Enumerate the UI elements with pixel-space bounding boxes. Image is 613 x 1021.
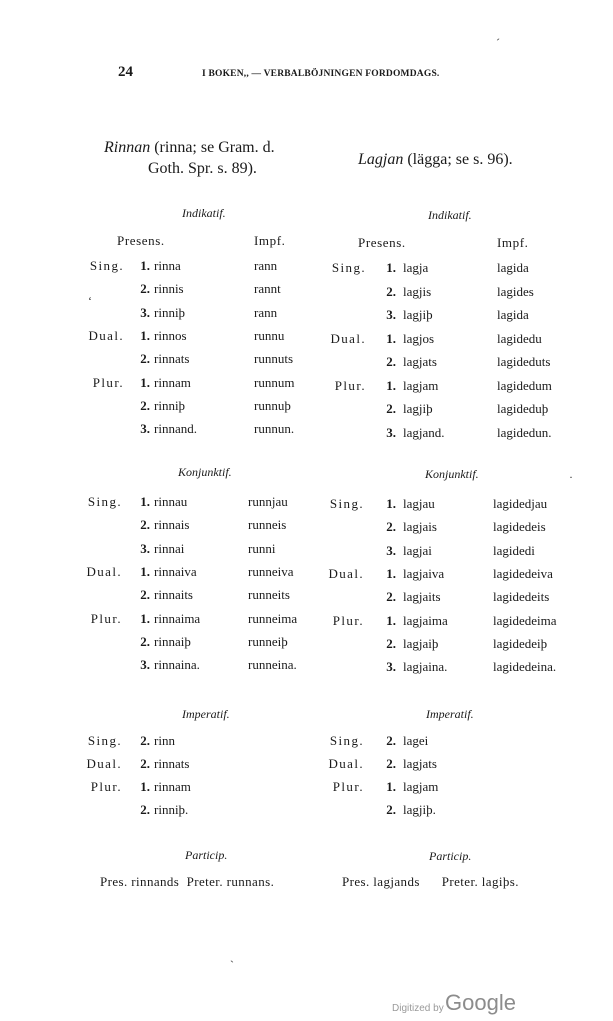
left-particip-heading: Particip. [185, 848, 228, 862]
running-title: I BOKEN,, — VERBALBÖJNINGEN FORDOMDAGS. [202, 69, 440, 79]
right-row-number: 1. [386, 260, 396, 275]
left-present-form: rinnaiva [154, 564, 197, 579]
left-title-line2: Goth. Spr. s. 89). [148, 160, 257, 177]
right-konjunktif-heading: Konjunktif. [425, 467, 479, 481]
left-row-number: 1. [140, 328, 150, 343]
right-present-form: lagjiþ [403, 307, 433, 322]
left-row-label: Plur. [92, 375, 124, 390]
right-present-form: lagjais [403, 519, 437, 534]
right-row-number: 2. [386, 589, 396, 604]
left-row-number: 2. [140, 517, 150, 532]
left-present-form: rinnais [154, 517, 190, 532]
left-part-pres-label: Pres. [100, 874, 128, 889]
right-imperfect-form: lagidedjau [493, 496, 548, 511]
left-imperfect-form: runneits [248, 587, 290, 602]
left-row-number: 2. [140, 351, 150, 366]
right-row-number: 2. [386, 284, 396, 299]
page-number: 24 [118, 64, 133, 80]
left-present-form: rinnam [154, 779, 191, 794]
right-present-form: lagjau [403, 496, 435, 511]
right-particip-heading: Particip. [429, 849, 472, 863]
left-row-number: 3. [140, 657, 150, 672]
right-row-label: Sing. [329, 733, 364, 748]
right-imperfect-form: lagidedeis [493, 519, 546, 534]
left-row-number: 3. [140, 305, 150, 320]
right-row-number: 2. [386, 636, 396, 651]
left-present-form: rinniþ [154, 305, 186, 320]
right-row-label: Sing. [329, 496, 364, 511]
left-row-number: 1. [140, 779, 150, 794]
left-present-form: rinnaits [154, 587, 193, 602]
right-imperfect-form: lagideduts [497, 354, 551, 369]
left-row-number: 1. [140, 258, 150, 273]
right-title-rest: (lägga; se s. 96). [407, 151, 513, 168]
left-imperfect-form: runneiva [248, 564, 294, 579]
left-imperfect-form: rann [254, 258, 278, 273]
right-row-number: 1. [386, 566, 396, 581]
right-imperfect-form: lagidedeiva [493, 566, 553, 581]
left-row-label: Sing. [89, 258, 124, 273]
right-row-number: 2. [386, 756, 396, 771]
right-row-number: 1. [386, 331, 396, 346]
right-row-number: 1. [386, 496, 396, 511]
left-presens-heading: Presens. [117, 233, 165, 248]
left-present-form: rinnaiþ [154, 634, 191, 649]
right-row-number: 2. [386, 519, 396, 534]
left-row-label: Plur. [90, 779, 122, 794]
stray-mark: · [569, 470, 573, 484]
left-present-form: rinnats [154, 756, 190, 771]
right-imperfect-form: lagidedeiþ [493, 636, 548, 651]
right-row-number: 3. [386, 425, 396, 440]
left-indikatif-heading: Indikatif. [182, 206, 226, 220]
left-impf-heading: Impf. [254, 233, 286, 248]
right-row-number: 2. [386, 733, 396, 748]
right-row-label: Plur. [334, 378, 366, 393]
left-konjunktif-heading: Konjunktif. [178, 465, 232, 479]
left-present-form: rinniþ [154, 398, 186, 413]
right-imperfect-form: lagidedeima [493, 613, 557, 628]
left-imperfect-form: runnuþ [254, 398, 291, 413]
left-row-number: 3. [140, 541, 150, 556]
right-present-form: lagjaits [403, 589, 441, 604]
left-row-number: 2. [140, 634, 150, 649]
right-indikatif-heading: Indikatif. [428, 208, 472, 222]
left-imperfect-form: runnun. [254, 421, 295, 436]
left-present-form: rinnau [154, 494, 188, 509]
right-part-pres-label: Pres. [342, 874, 370, 889]
right-title [358, 149, 513, 170]
left-imperfect-form: rann [254, 305, 278, 320]
right-impf-heading: Impf. [497, 235, 529, 250]
left-row-label: Sing. [87, 494, 122, 509]
left-imperfect-form: runni [248, 541, 276, 556]
right-presens-heading: Presens. [358, 235, 406, 250]
left-present-form: rinnand. [154, 421, 197, 436]
left-imperatif-heading: Imperatif. [182, 707, 230, 721]
left-imperfect-form: runneiþ [248, 634, 288, 649]
right-present-form: lagjis [403, 284, 432, 299]
left-row-number: 1. [140, 611, 150, 626]
left-row-number: 3. [140, 421, 150, 436]
left-present-form: rinnis [154, 281, 184, 296]
left-present-form: rinnaima [154, 611, 201, 626]
left-row-number: 2. [140, 756, 150, 771]
left-present-form: rinnam [154, 375, 191, 390]
left-imperfect-form: runneis [248, 517, 287, 532]
right-row-number: 2. [386, 354, 396, 369]
left-present-form: rinnats [154, 351, 190, 366]
left-row-label: Sing. [87, 733, 122, 748]
right-present-form: lagjand. [403, 425, 445, 440]
right-present-form: lagjaina. [403, 659, 448, 674]
google-logo: Google [445, 990, 516, 1015]
right-present-form: lagjiþ. [403, 802, 436, 817]
right-row-label: Dual. [328, 756, 364, 771]
left-row-label: Dual. [88, 328, 124, 343]
right-imperfect-form: lagidedum [497, 378, 552, 393]
right-row-number: 2. [386, 401, 396, 416]
right-row-number: 1. [386, 779, 396, 794]
left-present-form: rinnos [154, 328, 187, 343]
right-present-form: lagjiþ [403, 401, 433, 416]
stray-mark: ˊ [496, 36, 500, 50]
right-row-number: 3. [386, 307, 396, 322]
left-imperfect-form: runnum [254, 375, 295, 390]
right-part-pret-label: Preter. [441, 874, 479, 889]
right-imperfect-form: lagidedun. [497, 425, 552, 440]
left-title-line1 [104, 137, 275, 158]
right-present-form: lagjam [403, 779, 439, 794]
right-row-label: Dual. [330, 331, 366, 346]
right-present-form: lagjam [403, 378, 439, 393]
right-part-pres-form: lagjands [373, 874, 420, 889]
left-imperfect-form: runneina. [248, 657, 297, 672]
right-imperfect-form: lagidedeina. [493, 659, 557, 674]
right-present-form: lagjos [403, 331, 435, 346]
right-row-label: Dual. [328, 566, 364, 581]
left-present-form: rinn [154, 733, 175, 748]
right-imperatif-heading: Imperatif. [426, 707, 474, 721]
right-present-form: lagjaima [403, 613, 448, 628]
right-present-form: lagjats [403, 354, 437, 369]
right-present-form: lagei [403, 733, 429, 748]
right-row-number: 3. [386, 659, 396, 674]
right-title-word: Lagjan [358, 151, 404, 168]
right-row-number: 1. [386, 613, 396, 628]
left-row-label: Dual. [86, 756, 122, 771]
right-present-form: lagjats [403, 756, 437, 771]
left-present-form: rinniþ. [154, 802, 189, 817]
right-present-form: lagjai [403, 543, 432, 558]
left-part-pret-label: Preter. [186, 874, 223, 889]
left-present-form: rinna [154, 258, 181, 273]
left-imperfect-form: runnu [254, 328, 285, 343]
right-imperfect-form: lagida [497, 260, 529, 275]
right-row-label: Sing. [331, 260, 366, 275]
right-imperfect-form: lagidedu [497, 331, 542, 346]
left-row-number: 2. [140, 281, 150, 296]
right-row-number: 1. [386, 378, 396, 393]
left-row-number: 2. [140, 587, 150, 602]
right-row-label: Plur. [332, 613, 364, 628]
stray-mark: ʻ [88, 294, 92, 308]
left-imperfect-form: runnuts [254, 351, 293, 366]
right-row-number: 3. [386, 543, 396, 558]
left-imperfect-form: rannt [254, 281, 281, 296]
right-imperfect-form: lagides [497, 284, 534, 299]
right-imperfect-form: lagidedi [493, 543, 535, 558]
left-present-form: rinnai [154, 541, 185, 556]
left-row-number: 2. [140, 802, 150, 817]
left-row-number: 1. [140, 375, 150, 390]
stray-mark: ˎ [230, 949, 234, 963]
left-row-number: 2. [140, 398, 150, 413]
right-row-label: Plur. [332, 779, 364, 794]
right-present-form: lagjaiþ [403, 636, 439, 651]
left-imperfect-form: runneima [248, 611, 298, 626]
left-part-pres-form: rinnands [131, 874, 180, 889]
right-imperfect-form: lagideduþ [497, 401, 549, 416]
right-imperfect-form: lagidedeits [493, 589, 550, 604]
right-present-form: lagjaiva [403, 566, 445, 581]
left-part-pret-form: runnans. [226, 874, 275, 889]
left-imperfect-form: runnjau [248, 494, 288, 509]
right-imperfect-form: lagida [497, 307, 529, 322]
left-row-number: 1. [140, 564, 150, 579]
digitized-label: Digitized by [392, 1003, 444, 1014]
right-row-number: 2. [386, 802, 396, 817]
left-row-number: 1. [140, 494, 150, 509]
left-row-number: 2. [140, 733, 150, 748]
left-present-form: rinnaina. [154, 657, 200, 672]
left-particip-line [100, 874, 274, 890]
right-present-form: lagja [403, 260, 429, 275]
left-row-label: Plur. [90, 611, 122, 626]
right-part-pret-form: lagiþs. [481, 874, 519, 889]
left-row-label: Dual. [86, 564, 122, 579]
right-particip-line [342, 874, 519, 890]
left-title-word: Rinnan [104, 139, 151, 156]
left-title-rest1: (rinna; se Gram. d. [154, 139, 275, 156]
